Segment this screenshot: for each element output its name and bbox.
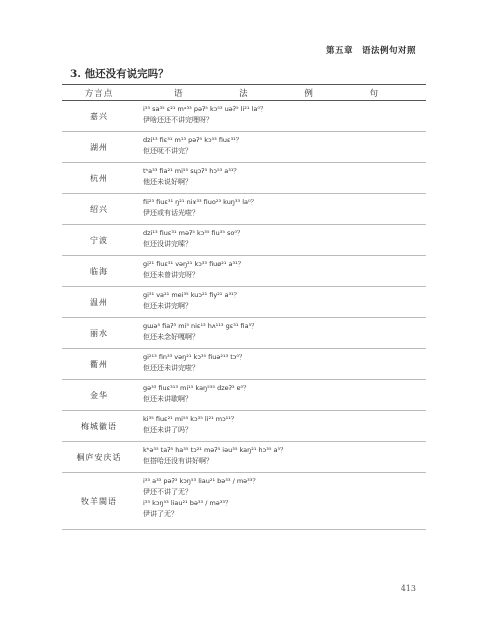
chinese-sentence: 佢还呒不讲完？ [143,147,192,155]
example-cell [136,132,426,162]
chinese-sentence: 佢还还未讲完啦？ [143,364,199,372]
chinese-sentence: 伊还或有话光啦？ [143,209,199,217]
table-header [62,84,426,101]
table-row [62,194,426,225]
header-place: 方言点 [84,88,114,99]
place-name: 丽水 [90,328,108,338]
place-name: 湖州 [90,142,108,152]
table-row [62,101,426,132]
example-cell [136,442,426,472]
ipa-transcription: tʰa³³ fia²¹ mi⁵⁵ sɥɔʔ⁵ hɔ⁵³ a³¹？ [143,167,240,175]
chinese-sentence: 佢搭哈还没有讲好啊？ [143,457,213,465]
table-row [62,163,426,194]
ipa-transcription: i³³ sa³⁵ ɛ²¹ mᵊ³³ pəʔ⁵ kɔ⁵³ uəʔ⁵ li²¹ la⁰？ [143,105,267,113]
table-row [62,411,426,442]
chinese-sentence: 佢还未讲完啊？ [143,302,192,310]
example-cell [136,101,426,131]
place-name: 牧羊閩语 [81,496,117,506]
example-cell [136,225,426,255]
chinese-sentence: 伊讲了无？ [143,510,178,518]
chapter-header: 第五章 语法例句对照 [325,46,416,56]
table-row [62,473,426,530]
ipa-transcription: kʰə³⁵ taʔ⁵ ha³⁵ tɔ²¹ məʔ⁵ iəu³⁵ kaŋ²¹ hɔ³⁵ a⁵？ [143,446,287,454]
chinese-sentence: 伊啥还还不讲完哩呀？ [143,116,213,124]
example-cell [136,411,426,441]
place-name: 桐庐安庆话 [76,452,122,462]
example-cell [136,163,426,193]
table-row [62,132,426,163]
place-name: 临海 [90,266,108,276]
example-cell [136,287,426,317]
chinese-sentence: 佢还未讲了吗？ [143,426,192,434]
example-cell [136,473,426,529]
ipa-transcription: gɯə⁵ fiaʔ³ mi⁵ niɛ¹³ hʌ¹¹³ gɛ³¹ fia⁵？ [143,322,258,330]
ipa-transcription: i³³ kɔŋ⁵³ liau²¹ bə³³ / mə³³？ [143,499,232,507]
table-row [62,225,426,256]
example-cell [136,318,426,348]
table-row [62,442,426,473]
example-cell [136,194,426,224]
chinese-sentence: 佢还未念好嘎啊？ [143,333,199,341]
question-title: 3. 他还没有说完吗？ [70,68,169,80]
ipa-transcription: gi²¹³ fin³³ vəŋ²¹ kɔ³⁵ fiuə²¹³ tɔ⁰？ [143,353,246,361]
table-body [62,101,426,530]
example-cell [136,380,426,410]
header-example: 语 法 例 句 [173,88,399,99]
ipa-transcription: gi²¹ fiuɛ³¹ vəŋ²¹ kɔ³³ fiuø²¹ a³¹？ [143,260,245,268]
table-row [62,318,426,349]
ipa-transcription: fii²³ fiuɛ³¹ ŋ²¹ niɤ³³ fiuo²³ kuŋ³³ la⁰？ [143,198,258,206]
example-cell [136,349,426,379]
place-name: 绍兴 [90,204,108,214]
ipa-transcription: ki³⁵ fiuɛ²¹ mi⁵⁵ kɔ³⁵ li²¹ mɔ¹¹？ [143,415,238,423]
ipa-transcription: dzi¹³ fiuɛ³¹ məʔ⁵ kɔ³⁵ fiu³⁵ so⁰？ [143,229,244,237]
chinese-sentence: 佢还未讲歇啊？ [143,395,192,403]
place-name: 温州 [90,297,108,307]
ipa-transcription: gi³¹ va²¹ mei³⁵ kuɔ²¹ fiy²¹ a³¹？ [143,291,241,299]
chinese-sentence: 他还未说好啊？ [143,178,192,186]
page-number: 413 [400,584,416,593]
ipa-transcription: i³³ a³³ pəʔ³ kɔŋ⁵³ liau²¹ bə³³ / mə³³？ [143,477,259,485]
place-name: 宁波 [90,235,108,245]
place-name: 梅城徽语 [81,421,117,431]
table-row [62,349,426,380]
chinese-sentence: 佢还没讲完嗦？ [143,240,192,248]
chinese-sentence: 伊还不讲了无？ [143,488,192,496]
chinese-sentence: 佢还未曾讲完呀？ [143,271,199,279]
table-row [62,380,426,411]
table-row [62,287,426,318]
place-name: 杭州 [90,173,108,183]
place-name: 衢州 [90,359,108,369]
dialect-table [62,84,426,530]
place-name: 金华 [90,390,108,400]
place-name: 嘉兴 [90,111,108,121]
table-row [62,256,426,287]
ipa-transcription: dzi¹³ fiɛ³¹ m¹³ pəʔ⁵ kɔ⁵³ fiuɛ³¹？ [143,136,243,144]
example-cell [136,256,426,286]
ipa-transcription: gə³³ fiuɛ³¹³ mi¹⁵ kaŋ⁵³⁵ dzeʔ³ ɐ⁰？ [143,384,250,392]
